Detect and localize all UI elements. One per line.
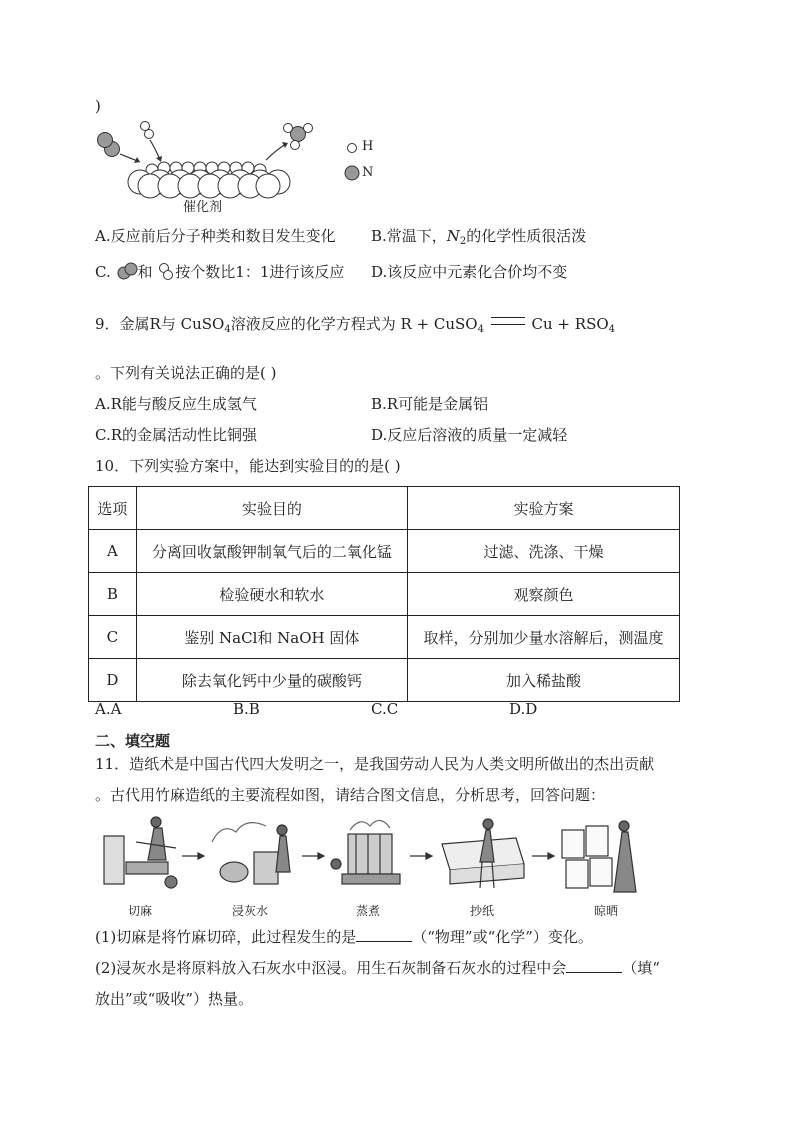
q8-option-d: D.该反应中元素化合价均不变 bbox=[371, 263, 568, 281]
catalyst-reaction-diagram bbox=[90, 118, 400, 218]
catalyst-label: 催化剂 bbox=[183, 200, 223, 215]
soaking-scene bbox=[212, 823, 266, 842]
cell-purpose: 鉴别 NaCl和 NaOH 固体 bbox=[136, 616, 407, 659]
header-purpose: 实验目的 bbox=[136, 487, 407, 530]
q9-stem-continued: 。下列有关说法正确的是( ) bbox=[95, 364, 277, 382]
table-row bbox=[89, 659, 680, 702]
legend-n-icon bbox=[345, 166, 359, 180]
cell-plan: 观察颜色 bbox=[407, 573, 679, 616]
q11-sub1: (1)切麻是将竹麻切碎，此过程发生的是 （“物理”或“化学”）变化。 bbox=[95, 928, 593, 946]
table-row bbox=[89, 616, 680, 659]
q11-stem-line1: 11．造纸术是中国古代四大发明之一，是我国劳动人民为人类文明所做出的杰出贡献 bbox=[95, 755, 655, 773]
q8-option-b: B.常温下，$N_2$的化学性质很活泼 bbox=[371, 227, 587, 247]
drying-scene bbox=[562, 830, 584, 858]
q9-option-d: D.反应后溶液的质量一定减轻 bbox=[371, 426, 568, 444]
cell-purpose: 分离回收氯酸钾制氧气后的二氧化锰 bbox=[136, 530, 407, 573]
equation-equals-sign bbox=[491, 317, 525, 325]
papermaking-process-illustration bbox=[96, 812, 656, 900]
legend-h-icon bbox=[348, 144, 357, 153]
q10-table bbox=[88, 486, 680, 702]
q8-option-a: A.反应前后分子种类和数目发生变化 bbox=[95, 227, 336, 245]
h-atom bbox=[145, 130, 154, 139]
cell-option: D bbox=[89, 659, 137, 702]
cell-plan: 加入稀盐酸 bbox=[407, 659, 679, 702]
q9-option-b: B.R可能是金属铝 bbox=[371, 395, 489, 413]
q9-option-c: C.R的金属活动性比铜强 bbox=[95, 426, 258, 444]
cell-option: B bbox=[89, 573, 137, 616]
answer-blank[interactable] bbox=[356, 927, 412, 942]
q11-stem-line2: 。古代用竹麻造纸的主要流程如图，请结合图文信息，分析思考，回答问题： bbox=[95, 786, 606, 804]
q9-stem: 9．金属R与 CuSO$_4$溶液反应的化学方程式为 R + CuSO$_4$ $Cu + RSO_4$ bbox=[95, 315, 616, 335]
n-atom bbox=[98, 133, 113, 148]
cell-plan: 取样，分别加少量水溶解后，测温度 bbox=[407, 616, 679, 659]
cell-plan: 过滤、洗涤、干燥 bbox=[407, 530, 679, 573]
legend-n-label: N bbox=[362, 165, 374, 180]
q9-option-a: A.R能与酸反应生成氢气 bbox=[95, 395, 257, 413]
h2-molecule-icon bbox=[157, 262, 175, 280]
table-row bbox=[89, 573, 680, 616]
section-title: 二、填空题 bbox=[95, 732, 171, 750]
q11-sub2-line2: 放出”或“吸收”）热量。 bbox=[95, 990, 254, 1008]
table-row bbox=[89, 530, 680, 573]
q10-answer-c: C.C bbox=[371, 700, 399, 718]
q10-answer-d: D.D bbox=[509, 700, 538, 718]
step-label: 浸灰水 bbox=[232, 904, 269, 918]
q10-answer-a: A.A bbox=[95, 700, 122, 718]
step-label: 切麻 bbox=[128, 904, 153, 918]
q11-sub2: (2)浸灰水是将原料放入石灰水中沤浸。用生石灰制备石灰水的过程中会 （填“ bbox=[95, 959, 660, 977]
header-option: 选项 bbox=[89, 487, 137, 530]
bracket-close: ) bbox=[95, 97, 101, 115]
cell-purpose: 除去氧化钙中少量的碳酸钙 bbox=[136, 659, 407, 702]
q8-option-c: C. 和 按个数比1：1进行该反应 bbox=[95, 263, 345, 281]
step-label: 晾晒 bbox=[594, 904, 619, 918]
answer-blank[interactable] bbox=[566, 958, 622, 973]
table-header-row bbox=[89, 487, 680, 530]
cell-purpose: 检验硬水和软水 bbox=[136, 573, 407, 616]
cell-option: C bbox=[89, 616, 137, 659]
step-label: 蒸煮 bbox=[356, 904, 381, 918]
q10-stem: 10．下列实验方案中，能达到实验目的的是( ) bbox=[95, 457, 401, 475]
legend-h-label: H bbox=[362, 139, 374, 154]
q10-answer-b: B.B bbox=[233, 700, 260, 718]
step-label: 抄纸 bbox=[470, 904, 495, 918]
n2-molecule-icon bbox=[116, 262, 138, 280]
header-plan: 实验方案 bbox=[407, 487, 679, 530]
cell-option: A bbox=[89, 530, 137, 573]
cutting-scene bbox=[104, 836, 124, 884]
steaming-scene bbox=[348, 834, 392, 874]
